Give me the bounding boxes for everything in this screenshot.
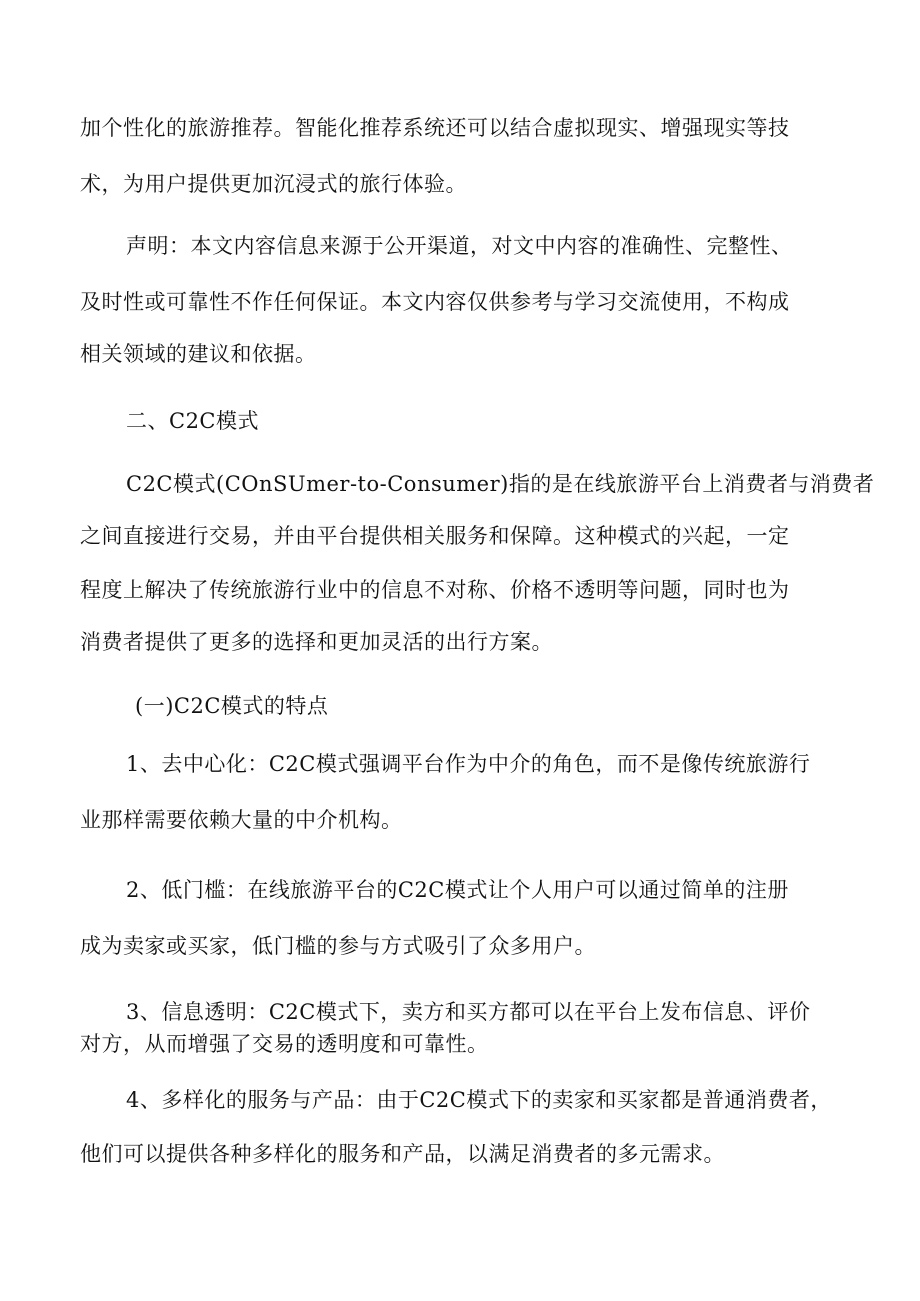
point-line: 成为卖家或买家，低门槛的参与方式吸引了众多用户。	[80, 934, 596, 958]
subsection-heading: (一)C2C模式的特点	[135, 694, 329, 718]
point-line: 4、多样化的服务与产品：由于C2C模式下的卖家和买家都是普通消费者，	[126, 1088, 832, 1112]
point-line: 3、信息透明：C2C模式下，卖方和买方都可以在平台上发布信息、评价	[126, 1000, 811, 1024]
intro-line: C2C模式(COnSUmer-to-Consumer)指的是在线旅游平台上消费者与消费者	[126, 472, 875, 496]
disclaimer-line: 相关领域的建议和依据。	[80, 342, 317, 366]
point-line: 对方，从而增强了交易的透明度和可靠性。	[80, 1032, 489, 1056]
intro-line: 程度上解决了传统旅游行业中的信息不对称、价格不透明等问题，同时也为	[80, 578, 790, 602]
section-heading: 二、C2C模式	[126, 409, 259, 433]
point-line: 1、去中心化：C2C模式强调平台作为中介的角色，而不是像传统旅游行	[126, 752, 811, 776]
intro-line: 之间直接进行交易，并由平台提供相关服务和保障。这种模式的兴起，一定	[80, 524, 790, 548]
disclaimer-line: 及时性或可靠性不作任何保证。本文内容仅供参考与学习交流使用，不构成	[80, 290, 790, 314]
point-line: 他们可以提供各种多样化的服务和产品，以满足消费者的多元需求。	[80, 1142, 725, 1166]
disclaimer-line: 声明：本文内容信息来源于公开渠道，对文中内容的准确性、完整性、	[126, 234, 793, 258]
paragraph-line: 术，为用户提供更加沉浸式的旅行体验。	[80, 172, 467, 196]
paragraph-line: 加个性化的旅游推荐。智能化推荐系统还可以结合虚拟现实、增强现实等技	[80, 116, 790, 140]
point-line: 业那样需要依赖大量的中介机构。	[80, 808, 403, 832]
intro-line: 消费者提供了更多的选择和更加灵活的出行方案。	[80, 630, 553, 654]
point-line: 2、低门槛：在线旅游平台的C2C模式让个人用户可以通过简单的注册	[126, 878, 789, 902]
